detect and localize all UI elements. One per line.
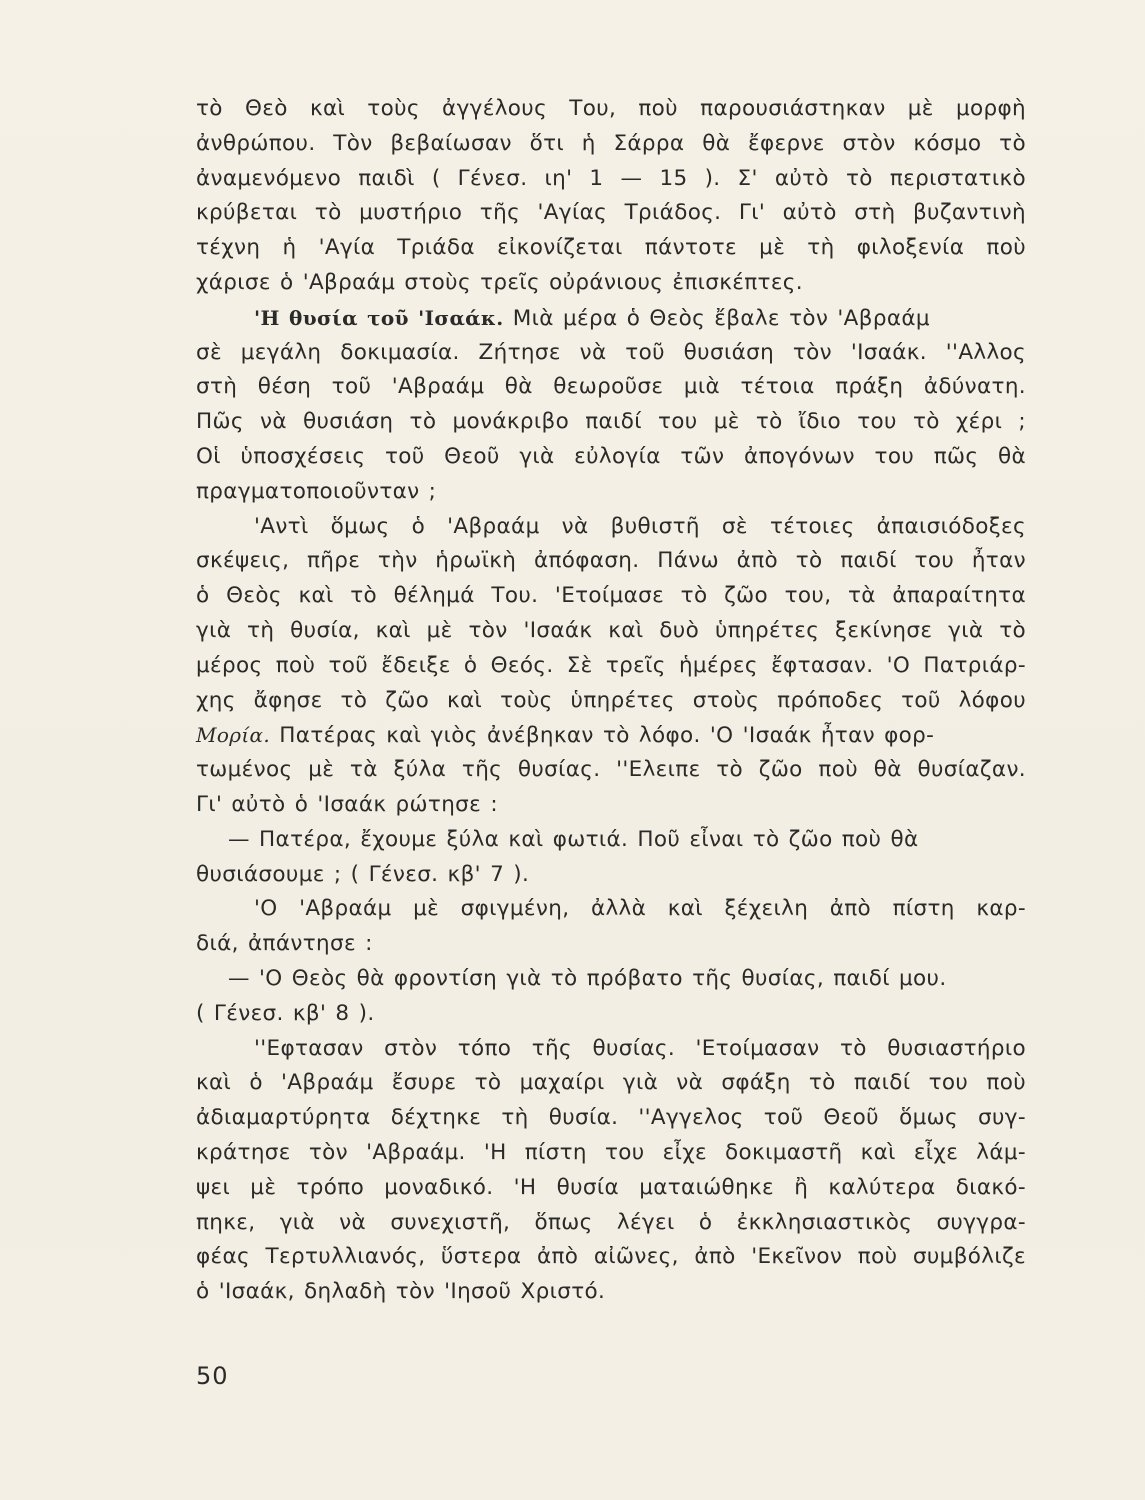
dialog-line: — Πατέρα, ἔχουμε ξύλα καὶ φωτιά. Ποῦ εἶναι τὸ ζῶο ποὺ θὰ <box>228 826 919 852</box>
section-heading: 'Η θυσία τοῦ 'Ισαάκ. <box>254 305 504 330</box>
text-line: Γι' αὐτὸ ὁ 'Ισαάκ ρώτησε : <box>196 791 498 817</box>
dialog-line: θυσιάσουμε ; ( Γένεσ. κβ' 7 ). <box>196 861 530 887</box>
text-line: ὁ 'Ισαάκ, δηλαδὴ τὸν 'Ιησοῦ Χριστό. <box>196 1279 606 1305</box>
text-line: ψει μὲ τρόπο μοναδικό. 'Η θυσία ματαιώθηκε ἢ καλύτερα διακό- <box>196 1174 1026 1200</box>
dialog-line: — 'Ο Θεὸς θὰ φροντίση γιὰ τὸ πρόβατο τῆς θυσίας, παιδί μου. <box>228 965 947 991</box>
text-line: Πῶς νὰ θυσιάση τὸ μονάκριβο παιδί του μὲ τὸ ἴδιο του τὸ χέρι ; <box>196 409 1026 435</box>
text-line: πηκε, γιὰ νὰ συνεχιστῆ, ὅπως λέγει ὁ ἐκκλησιαστικὸς συγγρα- <box>196 1209 1026 1235</box>
text-line: κρύβεται τὸ μυστήριο τῆς 'Αγίας Τριάδος. Γι' αὐτὸ στὴ βυζαντινὴ <box>196 200 1026 226</box>
text-line: 'Ο 'Αβραάμ μὲ σφιγμένη, ἀλλὰ καὶ ξέχειλη ἀπὸ πίστη καρ- <box>254 896 1026 922</box>
text-line: ἀναμενόμενο παιδὶ ( Γένεσ. ιη' 1 — 15 ). Σ' αὐτὸ τὸ περιστατικὸ <box>196 165 1026 191</box>
page-number: 50 <box>196 1362 229 1390</box>
text-line: καὶ ὁ 'Αβραάμ ἔσυρε τὸ μαχαίρι γιὰ νὰ σφάξη τὸ παιδί του ποὺ <box>196 1070 1026 1096</box>
text-line: ὁ Θεὸς καὶ τὸ θέλημά Του. 'Ετοίμασε τὸ ζῶο του, τὰ ἀπαραίτητα <box>196 583 1026 609</box>
text-line: 'Αντὶ ὅμως ὁ 'Αβραάμ νὰ βυθιστῆ σὲ τέτοιες ἀπαισιόδοξες <box>254 513 1026 539</box>
place-name-moria: Μορία. <box>196 723 271 748</box>
text-line: πραγματοποιοῦνταν ; <box>196 478 437 504</box>
text-line-moria <box>196 718 1026 753</box>
text-line: κράτησε τὸν 'Αβραάμ. 'Η πίστη του εἶχε δοκιμαστῆ καὶ εἶχε λάμ- <box>196 1139 1026 1165</box>
text-fragment: Πατέρας καὶ γιὸς ἀνέβηκαν τὸ λόφο. 'Ο 'Ισαάκ ἦταν φορ- <box>270 723 935 749</box>
text-line: στὴ θέση τοῦ 'Αβραάμ θὰ θεωροῦσε μιὰ τέτοια πράξη ἀδύνατη. <box>196 374 1026 400</box>
text-line: σκέψεις, πῆρε τὴν ἡρωϊκὴ ἀπόφαση. Πάνω ἀπὸ τὸ παιδί του ἦταν <box>196 548 1026 574</box>
text-line: διά, ἀπάντησε : <box>196 931 373 957</box>
body-text <box>196 92 1026 1310</box>
section-heading-line <box>196 301 1026 336</box>
text-line: τωμένος μὲ τὰ ξύλα τῆς θυσίας. ''Ελειπε τὸ ζῶο ποὺ θὰ θυσίαζαν. <box>196 757 1026 783</box>
text-line: ἀνθρώπου. Τὸν βεβαίωσαν ὅτι ἡ Σάρρα θὰ ἔφερνε στὸν κόσμο τὸ <box>196 130 1026 156</box>
text-line: χάρισε ὁ 'Αβραάμ στοὺς τρεῖς οὐράνιους ἐπισκέπτες. <box>196 269 803 295</box>
text-line: σὲ μεγάλη δοκιμασία. Ζήτησε νὰ τοῦ θυσιάση τὸν 'Ισαάκ. ''Αλλος <box>196 339 1026 365</box>
dialog-line: ( Γένεσ. κβ' 8 ). <box>196 1000 375 1026</box>
text-line: Οἱ ὑποσχέσεις τοῦ Θεοῦ γιὰ εὐλογία τῶν ἀπογόνων του πῶς θὰ <box>196 443 1026 469</box>
text-line: τέχνη ἡ 'Αγία Τριάδα εἰκονίζεται πάντοτε μὲ τὴ φιλοξενία ποὺ <box>196 235 1026 261</box>
text-line: ἀδιαμαρτύρητα δέχτηκε τὴ θυσία. ''Αγγελος τοῦ Θεοῦ ὅμως συγ- <box>196 1105 1026 1131</box>
text-line: ''Εφτασαν στὸν τόπο τῆς θυσίας. 'Ετοίμασαν τὸ θυσιαστήριο <box>254 1035 1026 1061</box>
text-line: φέας Τερτυλλιανός, ὕστερα ἀπὸ αἰῶνες, ἀπὸ 'Εκεῖνον ποὺ συμβόλιζε <box>196 1244 1026 1270</box>
text-fragment: Μιὰ μέρα ὁ Θεὸς ἔβαλε τὸν 'Αβραάμ <box>512 305 930 331</box>
text-line: χης ἄφησε τὸ ζῶο καὶ τοὺς ὑπηρέτες στοὺς πρόποδες τοῦ λόφου <box>196 687 1026 713</box>
text-line: γιὰ τὴ θυσία, καὶ μὲ τὸν 'Ισαάκ καὶ δυὸ ὑπηρέτες ξεκίνησε γιὰ τὸ <box>196 617 1026 643</box>
text-line: τὸ Θεὸ καὶ τοὺς ἀγγέλους Του, ποὺ παρουσιάστηκαν μὲ μορφὴ <box>196 96 1026 121</box>
text-line: μέρος ποὺ τοῦ ἔδειξε ὁ Θεός. Σὲ τρεῖς ἡμέρες ἔφτασαν. 'Ο Πατριάρ- <box>196 652 1026 678</box>
